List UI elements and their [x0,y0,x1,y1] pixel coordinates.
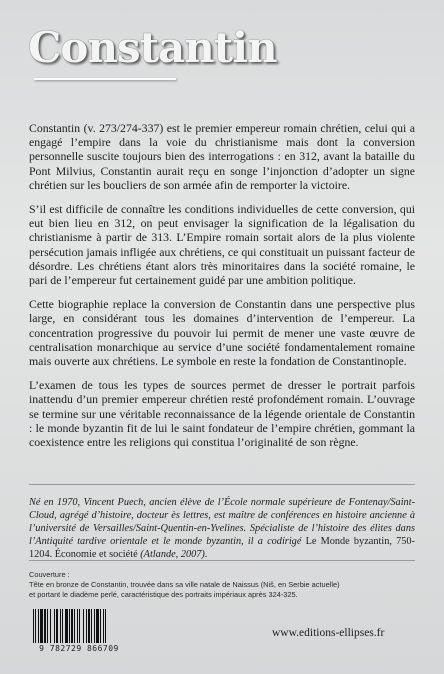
cover-credit [29,570,349,599]
author-bio [29,496,415,561]
author-bio-text: Né en 1970, Vincent Puech, ancien élève de l’École normale supérieure de Fontenay/Saint-Cloud, agrégé d’histoire, docteur ès lettres, est maître de conférences en histoire ancienne à l’université de Versailles/Saint-Quentin-en-Yvelines. Spécialiste de l’histoire des élites dans l’Antiquité tardive orientale et le monde byzantin, il a codirigé [29,497,415,547]
summary-paragraph-2: S’il est difficile de connaître les conditions individuelles de cette conversion, qui eut bien lieu en 312, on peut envisager la signification de la légalisation du christianisme à partir de 313. L’Empire romain sortait alors de la plus violente persécution jamais infligée aux chrétiens, ce qui constituait un puissant facteur de désordre. Les chrétiens étant alors très minoritaires dans la société romaine, le pari de l’empereur fut certainement guidé par une ambition politique. [29,202,415,288]
cover-credit-heading: Couverture : [29,570,70,579]
summary-paragraph-1: Constantin (v. 273/274-337) est le premier empereur romain chrétien, celui qui a engagé l’empire dans la voie du christianisme mais dont la conversion personnelle suscite toujours bien des interrogations : en 312, avant la bataille du Pont Milvius, Constantin aurait reçu en songe l’injonction d’adopter un signe chrétien sur les boucliers de son armée afin de remporter la victoire. [29,121,415,192]
summary-paragraph-3: Cette biographie replace la conversion de Constantin dans une perspective plus large, en considérant tous les domaines d’intervention de l’empereur. La concentration progressive du pouvoir lui permit de mener une vaste œuvre de centralisation monarchique au service d’une société fondamentalement romaine mais ouverte aux chrétiens. Le symbole en reste la fondation de Constantinople. [29,297,415,369]
cover-credit-line-2: et portant le diadème perlé, caractéristique des portraits impériaux après 324-325. [29,589,298,599]
separator-bottom [29,560,415,561]
title-underline [34,78,176,80]
author-book-title: Le Monde byzantin, 750-1204. Économie et société [29,536,415,560]
publisher-website[interactable]: www.editions-ellipses.fr [272,627,385,639]
isbn-barcode [29,609,129,655]
summary-text [29,121,415,459]
author-book-publisher: (Atlande, 2007). [137,549,208,560]
isbn-number: 9 782729 866709 [39,644,119,653]
cover-credit-line-1: Tête en bronze de Constantin, trouvée dans sa ville natale de Naissus (Niš, en Serbie actuelle) [29,580,340,590]
summary-paragraph-4: L’examen de tous les types de sources permet de dresser le portrait parfois inattendu d’un premier empereur chrétien resté profondément romain. L’ouvrage se termine sur une véritable reconnaissance de la légende orientale de Constantin : le monde byzantin fit de lui le saint fondateur de l’empire chrétien, gommant la coexistence entre les religions qui constitua l’originalité de son règne. [29,378,415,450]
barcode-bars [29,609,129,643]
separator-top [29,484,415,485]
book-title: Constantin [28,23,277,72]
